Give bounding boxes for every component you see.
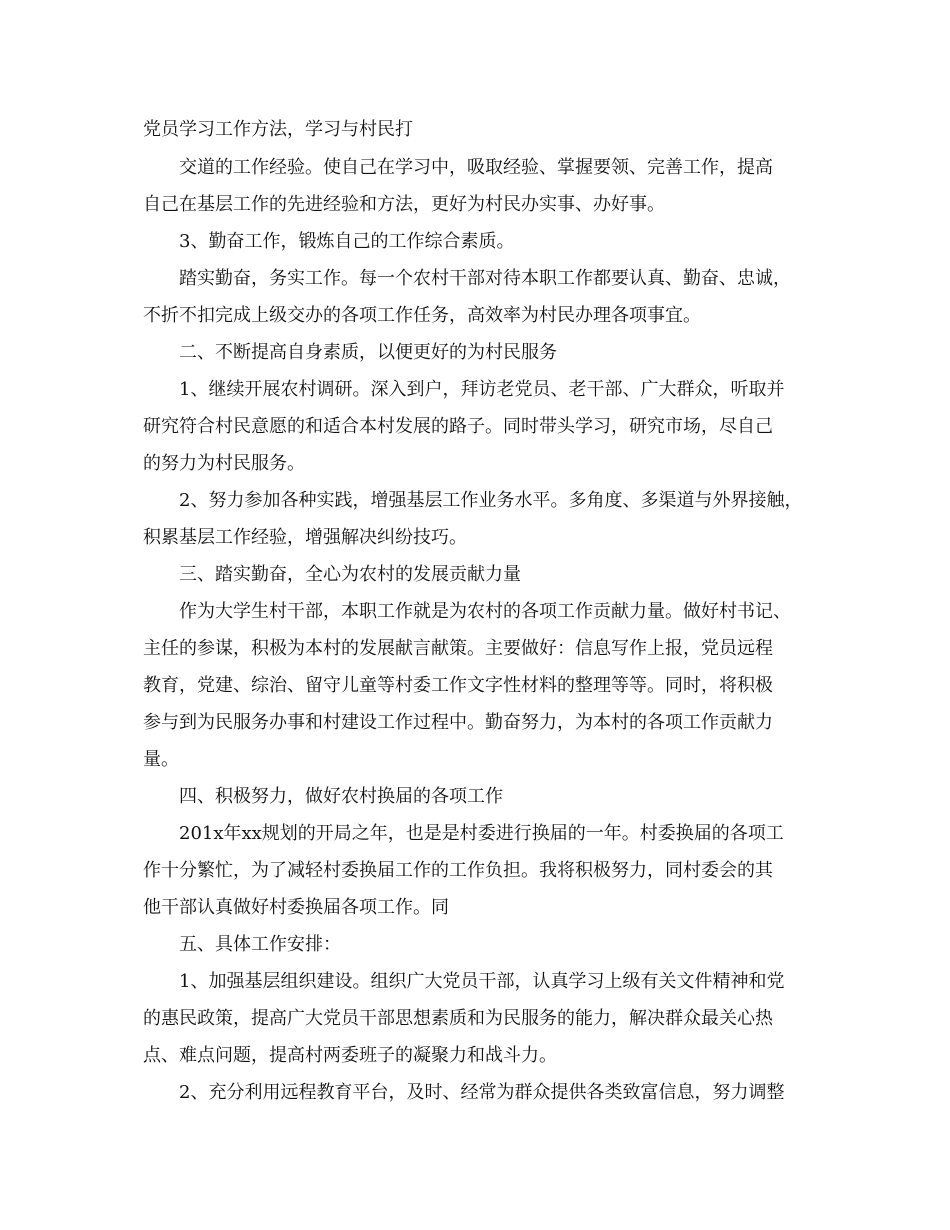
- text-line: 量。: [143, 749, 179, 770]
- text-line: 1、加强基层组织建设。组织广大党员干部，认真学习上级有关文件精神和党: [179, 971, 785, 992]
- text-line: 参与到为民服务办事和村建设工作过程中。勤奋努力，为本村的各项工作贡献力: [143, 712, 773, 733]
- section-heading: 四、积极努力，做好农村换届的各项工作: [179, 786, 503, 807]
- text-line: 的努力为村民服务。: [143, 453, 305, 474]
- text-line: 主任的参谋，积极为本村的发展献言献策。主要做好：信息写作上报，党员远程: [143, 638, 773, 659]
- text-line: 积累基层工作经验，增强解决纠纷技巧。: [143, 527, 467, 548]
- section-heading: 三、踏实勤奋，全心为农村的发展贡献力量: [179, 564, 521, 585]
- text-line: 3、勤奋工作，锻炼自己的工作综合素质。: [179, 231, 515, 252]
- text-line: 点、难点问题，提高村两委班子的凝聚力和战斗力。: [143, 1045, 557, 1066]
- text-line: 党员学习工作方法，学习与村民打: [143, 119, 413, 140]
- text-line: 201x年xx规划的开局之年，也是是村委进行换届的一年。村委换届的各项工: [179, 823, 784, 844]
- text-line: 作十分繁忙，为了减轻村委换届工作的工作负担。我将积极努力，同村委会的其: [143, 860, 773, 881]
- text-line: 不折不扣完成上级交办的各项工作任务，高效率为村民办理各项事宜。: [143, 305, 701, 326]
- text-line: 作为大学生村干部，本职工作就是为农村的各项工作贡献力量。做好村书记、: [179, 601, 791, 622]
- text-line: 研究符合村民意愿的和适合本村发展的路子。同时带头学习，研究市场，尽自己: [143, 416, 773, 437]
- text-line: 1、继续开展农村调研。深入到户，拜访老党员、老干部、广大群众，听取并: [179, 379, 785, 400]
- text-line: 自己在基层工作的先进经验和方法，更好为村民办实事、办好事。: [143, 194, 665, 215]
- section-heading: 二、不断提高自身素质，以便更好的为村民服务: [179, 342, 557, 363]
- text-line: 他干部认真做好村委换届各项工作。同: [143, 897, 449, 918]
- section-heading: 五、具体工作安排：: [179, 934, 341, 955]
- text-line: 踏实勤奋，务实工作。每一个农村干部对待本职工作都要认真、勤奋、忠诚，: [179, 268, 791, 289]
- text-line: 交道的工作经验。使自己在学习中，吸取经验、掌握要领、完善工作，提高: [179, 157, 773, 178]
- text-line: 的惠民政策，提高广大党员干部思想素质和为民服务的能力，解决群众最关心热: [143, 1008, 773, 1029]
- text-line: 2、努力参加各种实践，增强基层工作业务水平。多角度、多渠道与外界接触，: [179, 490, 803, 511]
- text-line: 2、充分利用远程教育平台，及时、经常为群众提供各类致富信息，努力调整: [179, 1082, 785, 1103]
- text-line: 教育，党建、综治、留守儿童等村委工作文字性材料的整理等等。同时，将积极: [143, 675, 773, 696]
